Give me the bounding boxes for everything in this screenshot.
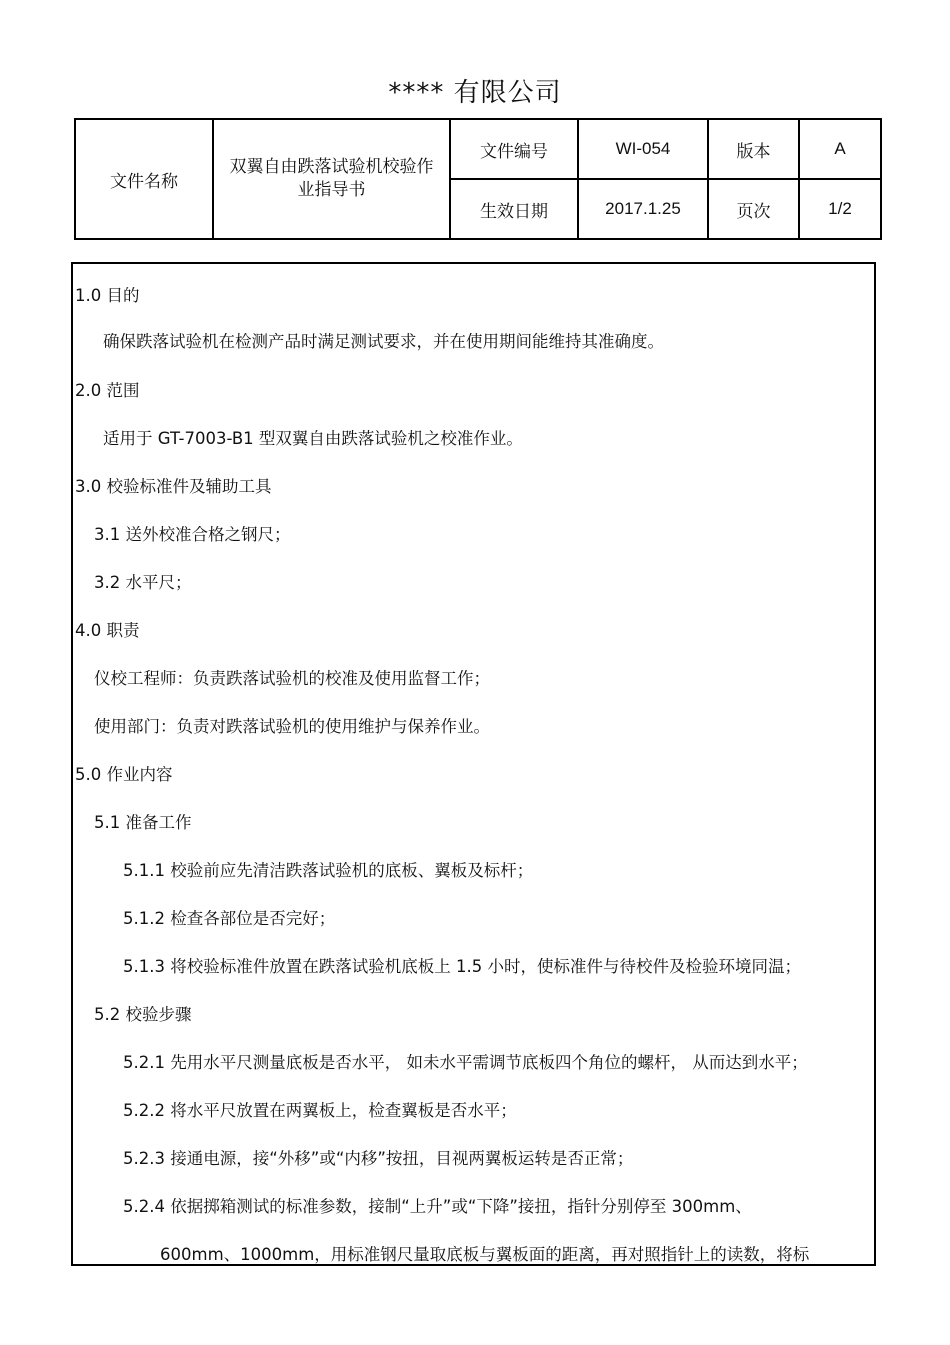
section-1-heading: 1.0 目的 xyxy=(75,286,140,305)
version-value: A xyxy=(799,119,881,179)
file-no-value: WI-054 xyxy=(578,119,708,179)
page-label: 页次 xyxy=(708,179,799,239)
section-4-heading: 4.0 职责 xyxy=(75,621,140,640)
item-5-2-2: 5.2.2 将水平尺放置在两翼板上，检查翼板是否水平； xyxy=(123,1101,517,1120)
item-5-2-4: 5.2.4 依据掷箱测试的标准参数，接制“上升”或“下降”接扭，指针分别停至 300mm、 xyxy=(123,1197,752,1216)
section-5-heading: 5.0 作业内容 xyxy=(75,765,173,784)
section-2-heading: 2.0 范围 xyxy=(75,381,140,400)
item-5-1-3: 5.1.3 将校验标准件放置在跌落试验机底板上 1.5 小时，使标准件与待校件及检验环境同温； xyxy=(123,957,801,976)
item-5-2: 5.2 校验步骤 xyxy=(94,1005,192,1024)
item-5-1-1: 5.1.1 校验前应先清洁跌落试验机的底板、翼板及标杆； xyxy=(123,861,534,880)
duty-department: 使用部门：负责对跌落试验机的使用维护与保养作业。 xyxy=(94,717,490,736)
file-name-label: 文件名称 xyxy=(75,119,213,239)
version-label: 版本 xyxy=(708,119,799,179)
purpose-text: 确保跌落试验机在检测产品时满足测试要求，并在使用期间能维持其准确度。 xyxy=(103,332,664,351)
scope-text: 适用于 GT-7003-B1 型双翼自由跌落试验机之校准作业。 xyxy=(103,429,523,448)
page-value: 1/2 xyxy=(799,179,881,239)
item-5-2-1: 5.2.1 先用水平尺测量底板是否水平， 如未水平需调节底板四个角位的螺杆， 从而达到水平； xyxy=(123,1053,808,1072)
effective-date-value: 2017.1.25 xyxy=(578,179,708,239)
item-5-2-4-continued: 600mm、1000mm，用标准钢尺量取底板与翼板面的距离，再对照指针上的读数，将标 xyxy=(160,1245,810,1264)
content-box xyxy=(71,262,876,1266)
item-3-1: 3.1 送外校准合格之钢尺； xyxy=(94,525,291,544)
item-5-2-3: 5.2.3 接通电源，接“外移”或“内移”按扭，目视两翼板运转是否正常； xyxy=(123,1149,634,1168)
document-header-table xyxy=(74,118,882,240)
item-5-1: 5.1 准备工作 xyxy=(94,813,192,832)
company-title: **** 有限公司 xyxy=(388,78,562,108)
effective-date-label: 生效日期 xyxy=(450,179,578,239)
item-3-2: 3.2 水平尺； xyxy=(94,573,192,592)
item-5-1-2: 5.1.2 检查各部位是否完好； xyxy=(123,909,336,928)
file-name-value: 双翼自由跌落试验机校验作业指导书 xyxy=(213,119,450,239)
file-no-label: 文件编号 xyxy=(450,119,578,179)
section-3-heading: 3.0 校验标准件及辅助工具 xyxy=(75,477,272,496)
duty-engineer: 仪校工程师：负责跌落试验机的校准及使用监督工作； xyxy=(94,669,490,688)
